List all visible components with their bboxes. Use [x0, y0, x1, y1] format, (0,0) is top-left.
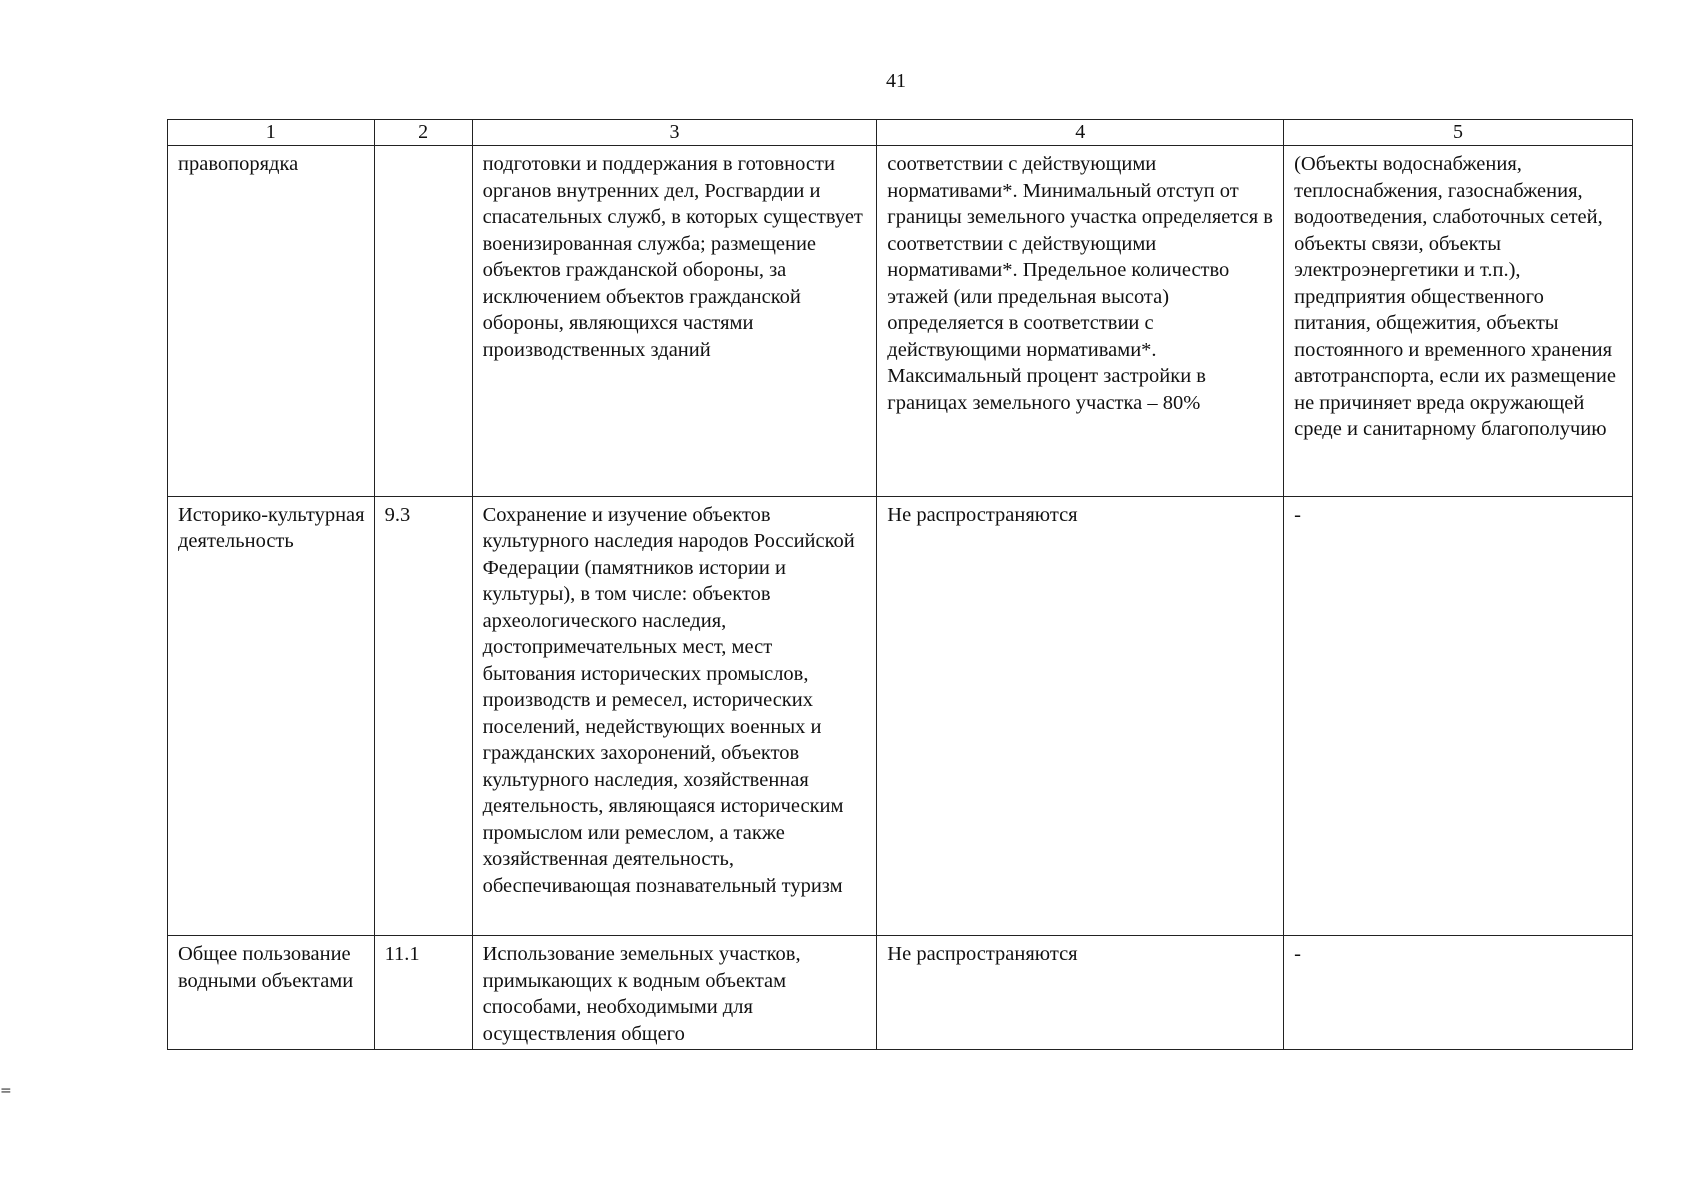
cell-parameters: соответствии с действующими нормативами*. Минимальный отступ от границы земельного участка определяется в соответствии с действующими нормативами*. Предельное количество этажей (или предельная высота) определяется в соответствии с действующими нормативами*. Максимальный процент застройки в границах земельного участка – 80% [877, 146, 1284, 497]
cell-auxiliary-uses: - [1284, 936, 1633, 1050]
cell-use-type: правопорядка [168, 146, 375, 497]
cell-code [374, 146, 472, 497]
margin-mark: = [0, 1083, 12, 1099]
cell-parameters: Не распространяются [877, 496, 1284, 935]
cell-code: 9.3 [374, 496, 472, 935]
zoning-regulations-table [167, 119, 1633, 1050]
table-row [168, 496, 1633, 935]
column-header-3: 3 [472, 120, 877, 146]
table-header-row [168, 120, 1633, 146]
column-header-1: 1 [168, 120, 375, 146]
page-number: 41 [886, 70, 906, 92]
cell-description: Использование земельных участков, примыкающих к водным объектам способами, необходимыми для осуществления общего [472, 936, 877, 1050]
cell-parameters: Не распространяются [877, 936, 1284, 1050]
cell-use-type: Общее пользование водными объектами [168, 936, 375, 1050]
cell-description: подготовки и поддержания в готовности органов внутренних дел, Росгвардии и спасательных служб, в которых существует военизированная служба; размещение объектов гражданской обороны, за исключением объектов гражданской обороны, являющихся частями производственных зданий [472, 146, 877, 497]
cell-description: Сохранение и изучение объектов культурного наследия народов Российской Федерации (памятников истории и культуры), в том числе: объектов археологического наследия, достопримечательных мест, мест бытования исторических промыслов, производств и ремесел, исторических поселений, недействующих военных и гражданских захоронений, объектов культурного наследия, хозяйственная деятельность, являющаяся историческим промыслом или ремеслом, а также хозяйственная деятельность, обеспечивающая познавательный туризм [472, 496, 877, 935]
cell-auxiliary-uses: (Объекты водоснабжения, теплоснабжения, газоснабжения, водоотведения, слаботочных сетей, объекты связи, объекты электроэнергетики и т.п.), предприятия общественного питания, общежития, объекты постоянного и временного хранения автотранспорта, если их размещение не причиняет вреда окружающей среде и санитарному благополучию [1284, 146, 1633, 497]
column-header-5: 5 [1284, 120, 1633, 146]
cell-use-type: Историко-культурная деятельность [168, 496, 375, 935]
column-header-2: 2 [374, 120, 472, 146]
cell-code: 11.1 [374, 936, 472, 1050]
table-row [168, 146, 1633, 497]
column-header-4: 4 [877, 120, 1284, 146]
table-row [168, 936, 1633, 1050]
cell-auxiliary-uses: - [1284, 496, 1633, 935]
